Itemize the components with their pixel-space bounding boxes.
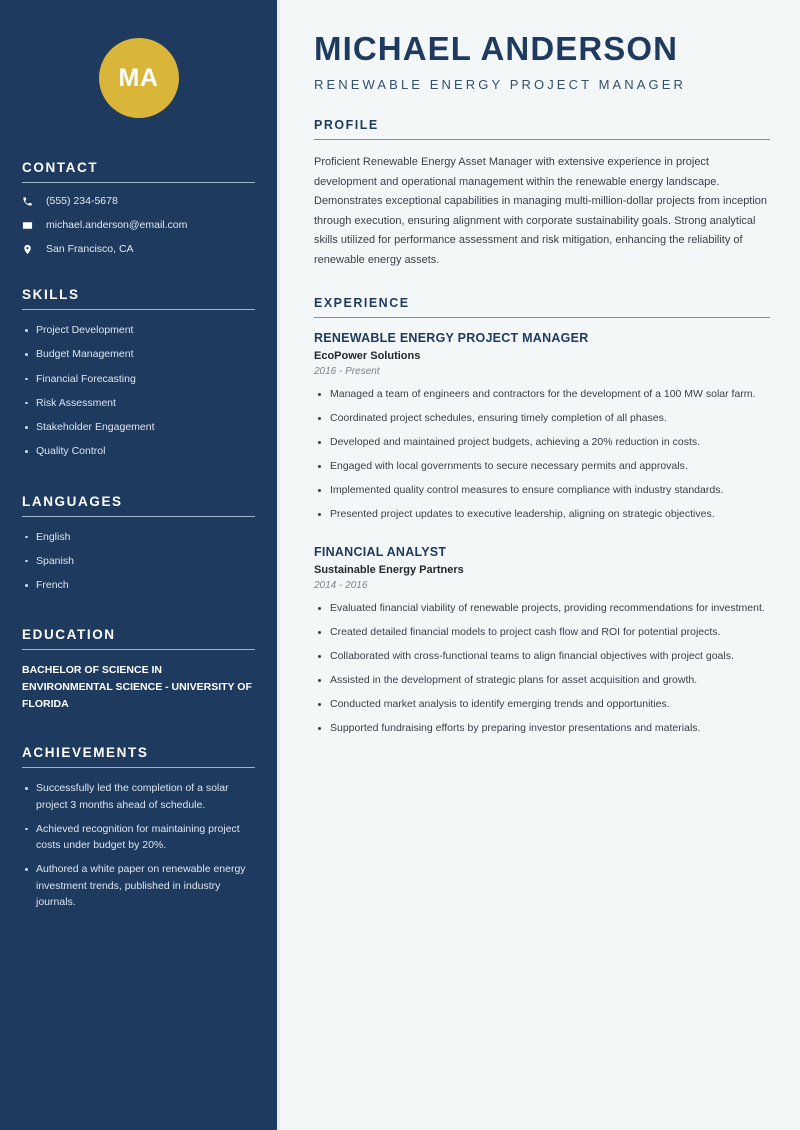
- education-section: [22, 627, 255, 713]
- languages-section: [22, 494, 255, 594]
- list-item: Collaborated with cross-functional teams to align financial objectives with project goals.: [314, 648, 770, 665]
- education-entry: BACHELOR OF SCIENCE IN ENVIRONMENTAL SCIENCE - UNIVERSITY OF FLORIDA: [22, 664, 252, 711]
- profile-section: [314, 118, 770, 270]
- contact-heading: CONTACT: [22, 160, 99, 175]
- contact-phone-row[interactable]: [22, 195, 255, 207]
- experience-section: [314, 296, 770, 737]
- profile-heading: PROFILE: [314, 117, 379, 132]
- contact-location-value: San Francisco, CA: [46, 243, 134, 255]
- contact-location-row[interactable]: [22, 243, 255, 255]
- languages-divider: [22, 516, 255, 517]
- list-item: Assisted in the development of strategic plans for asset acquisition and growth.: [314, 672, 770, 689]
- contact-email-row[interactable]: [22, 219, 255, 231]
- list-item: Managed a team of engineers and contractors for the development of a 100 MW solar farm.: [314, 386, 770, 403]
- skills-list: [22, 322, 255, 460]
- experience-company: EcoPower Solutions: [314, 350, 421, 363]
- list-item: Implemented quality control measures to ensure compliance with industry standards.: [314, 482, 770, 499]
- spacer: [22, 267, 255, 287]
- education-divider: [22, 649, 255, 650]
- achievements-section: [22, 745, 255, 910]
- sidebar: [0, 0, 277, 1130]
- languages-heading: LANGUAGES: [22, 493, 123, 509]
- experience-role: RENEWABLE ENERGY PROJECT MANAGER: [314, 331, 589, 346]
- list-item: Supported fundraising efforts by preparing investor presentations and materials.: [314, 720, 770, 737]
- experience-dates: 2016 - Present: [314, 366, 380, 378]
- envelope-icon: [22, 220, 38, 231]
- experience-bullets: [314, 600, 770, 737]
- avatar-container: [22, 0, 255, 160]
- list-item: English: [22, 529, 255, 545]
- list-item: Authored a white paper on renewable energy investment trends, published in industry journals.: [22, 861, 255, 910]
- list-item: Presented project updates to executive leadership, aligning on strategic objectives.: [314, 506, 770, 523]
- profile-text: Proficient Renewable Energy Asset Manager with extensive experience in project development and operational management within the renewable energy landscape. Demonstrates exceptional capabilities in managing multi-million-dollar projects from inception through execution, ensuring alignment with corporate sustainability goals. Strong analytical skills utilized for performance assessment and risk mitigation, enhancing the reliability of renewable energy assets.: [314, 155, 768, 266]
- list-item: Engaged with local governments to secure necessary permits and approvals.: [314, 458, 770, 475]
- experience-entry: [314, 331, 770, 523]
- list-item: Stakeholder Engagement: [22, 419, 255, 435]
- list-item: Project Development: [22, 322, 255, 338]
- list-item: Risk Assessment: [22, 395, 255, 411]
- languages-list: [22, 529, 255, 594]
- skills-divider: [22, 309, 255, 310]
- spacer: [22, 468, 255, 494]
- list-item: Created detailed financial models to project cash flow and ROI for potential projects.: [314, 624, 770, 641]
- list-item: Conducted market analysis to identify emerging trends and opportunities.: [314, 696, 770, 713]
- page-title: MICHAEL ANDERSON: [314, 30, 679, 67]
- achievements-heading: ACHIEVEMENTS: [22, 745, 149, 761]
- skills-heading: SKILLS: [22, 287, 80, 302]
- list-item: Quality Control: [22, 443, 255, 459]
- spacer: [22, 601, 255, 627]
- experience-dates: 2014 - 2016: [314, 580, 368, 592]
- main-content: [280, 0, 800, 1130]
- experience-bullets: [314, 386, 770, 523]
- education-heading: EDUCATION: [22, 627, 116, 643]
- experience-divider: [314, 317, 770, 318]
- professional-title: RENEWABLE ENERGY PROJECT MANAGER: [314, 76, 687, 92]
- list-item: Developed and maintained project budgets, achieving a 20% reduction in costs.: [314, 434, 770, 451]
- experience-entry: [314, 545, 770, 737]
- skills-section: [22, 287, 255, 460]
- list-item: Financial Forecasting: [22, 371, 255, 387]
- list-item: French: [22, 577, 255, 593]
- profile-divider: [314, 139, 770, 140]
- avatar: MA: [99, 38, 179, 118]
- achievements-divider: [22, 767, 255, 768]
- location-pin-icon: [22, 244, 38, 255]
- contact-phone-value: (555) 234-5678: [46, 195, 118, 207]
- experience-heading: EXPERIENCE: [314, 296, 410, 311]
- list-item: Budget Management: [22, 346, 255, 362]
- phone-icon: [22, 196, 38, 207]
- list-item: Spanish: [22, 553, 255, 569]
- list-item: Successfully led the completion of a solar project 3 months ahead of schedule.: [22, 780, 255, 813]
- spacer: [22, 719, 255, 745]
- experience-role: FINANCIAL ANALYST: [314, 545, 447, 560]
- contact-section: [22, 160, 255, 255]
- contact-email-value: michael.anderson@email.com: [46, 219, 188, 231]
- list-item: Coordinated project schedules, ensuring timely completion of all phases.: [314, 410, 770, 427]
- contact-divider: [22, 182, 255, 183]
- experience-company: Sustainable Energy Partners: [314, 564, 464, 577]
- list-item: Evaluated financial viability of renewable projects, providing recommendations for investment.: [314, 600, 770, 617]
- achievements-list: [22, 780, 255, 910]
- list-item: Achieved recognition for maintaining project costs under budget by 20%.: [22, 821, 255, 854]
